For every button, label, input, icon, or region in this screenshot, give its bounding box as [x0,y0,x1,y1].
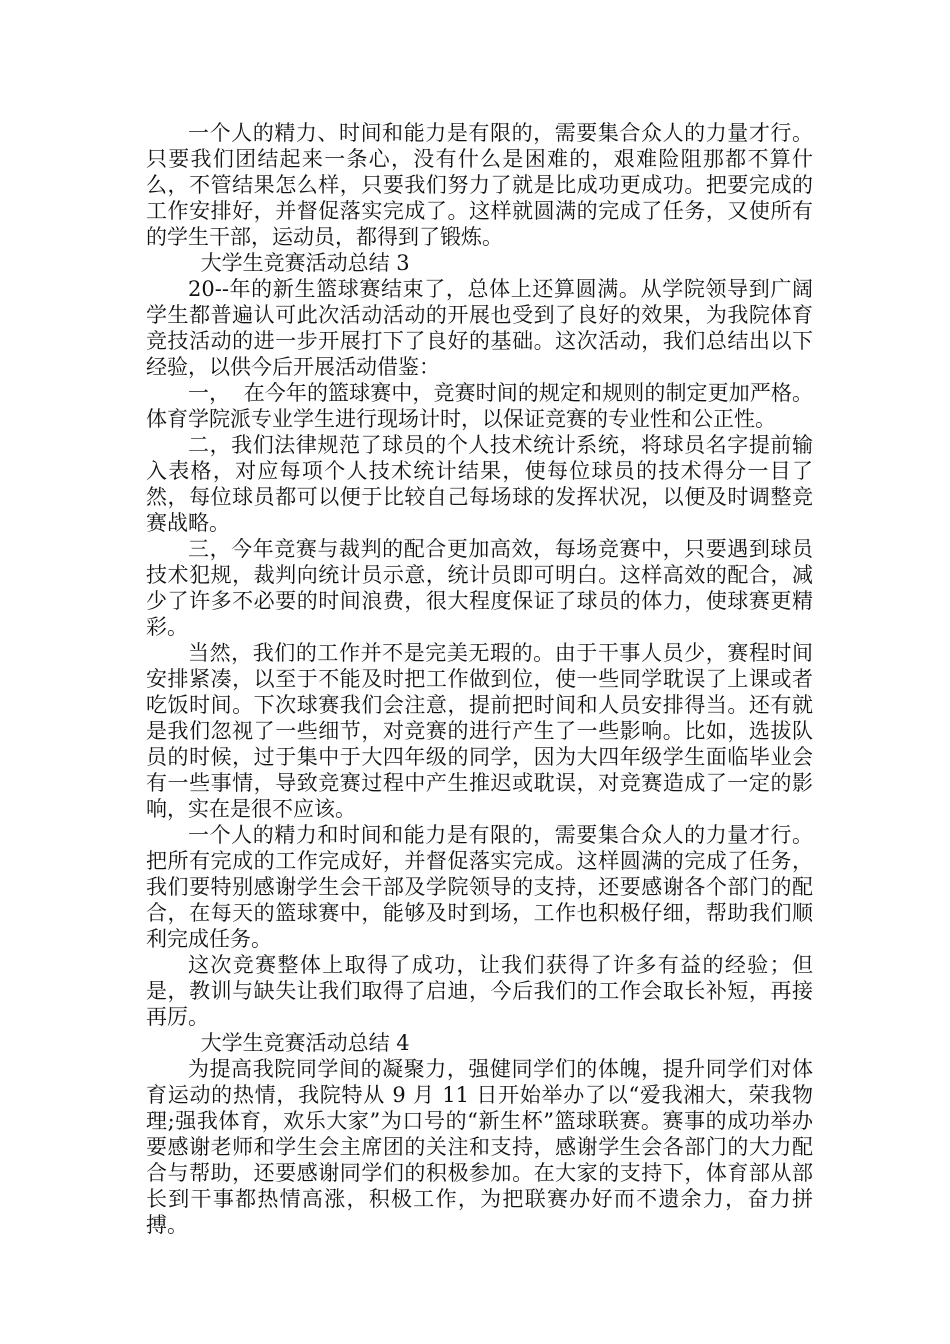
paragraph: 一个人的精力和时间和能力是有限的，需要集合众人的力量才行。把所有完成的工作完成好，并督促落实完成。这样圆满的完成了任务，我们要特别感谢学生会干部及学院领导的支持，还要感谢各个部门的配合，在每天的篮球赛中，能够及时到场，工作也积极仔细，帮助我们顺利完成任务。 [146,823,813,951]
paragraph: 三，今年竞赛与裁判的配合更加高效，每场竞赛中，只要遇到球员技术犯规，裁判向统计员示意，统计员即可明白。这样高效的配合，减少了许多不必要的时间浪费，很大程度保证了球员的体力，使球赛更精彩。 [146,537,813,639]
paragraph: 这次竞赛整体上取得了成功，让我们获得了许多有益的经验；但是，教训与缺失让我们取得了启迪，今后我们的工作会取长补短，再接再厉。 [146,953,813,1029]
paragraph: 二，我们法律规范了球员的个人技术统计系统，将球员名字提前输入表格，对应每项个人技术统计结果，使每位球员的技术得分一目了然，每位球员都可以便于比较自己每场球的发挥状况，以便及时调整竞赛战略。 [146,433,813,535]
section-heading: 大学生竞赛活动总结 4 [200,1031,410,1055]
document-body [146,120,813,1238]
paragraph: 一， 在今年的篮球赛中，竞赛时间的规定和规则的制定更加严格。体育学院派专业学生进行现场计时，以保证竞赛的专业性和公正性。 [146,381,813,431]
paragraph: 当然，我们的工作并不是完美无瑕的。由于干事人员少，赛程时间安排紧凑，以至于不能及时把工作做到位，使一些同学耽误了上课或者吃饭时间。下次球赛我们会注意，提前把时间和人员安排得当。还有就是我们忽视了一些细节，对竞赛的进行产生了一些影响。比如，选拔队员的时候，过于集中于大四年级的同学，因为大四年级学生面临毕业会有一些事情，导致竞赛过程中产生推迟或耽误，对竞赛造成了一定的影响，实在是很不应该。 [146,641,813,821]
paragraph: 20--年的新生篮球赛结束了，总体上还算圆满。从学院领导到广阔学生都普遍认可此次活动活动的开展也受到了良好的效果，为我院体育竞技活动的进一步开展打下了良好的基础。这次活动，我们总结出以下经验，以供今后开展活动借鉴： [146,277,813,379]
paragraph: 为提高我院同学间的凝聚力，强健同学们的体魄，提升同学们对体育运动的热情，我院特从 9 月 11 日开始举办了以“爱我湘大，荣我物理;强我体育，欢乐大家”为口号的“新生杯”篮球联赛。赛事的成功举办要感谢老师和学生会主席团的关注和支持，感谢学生会各部门的大力配合与帮助，还要感谢同学们的积极参加。在大家的支持下，体育部从部长到干事都热情高涨，积极工作，为把联赛办好而不遗余力，奋力拼搏。 [146,1057,813,1237]
paragraph: 一个人的精力、时间和能力是有限的，需要集合众人的力量才行。只要我们团结起来一条心，没有什么是困难的，艰难险阻那都不算什么，不管结果怎么样，只要我们努力了就是比成功更成功。把要完成的工作安排好，并督促落实完成了。这样就圆满的完成了任务，又使所有的学生干部，运动员，都得到了锻炼。 [146,121,813,249]
section-heading: 大学生竞赛活动总结 3 [200,251,410,275]
